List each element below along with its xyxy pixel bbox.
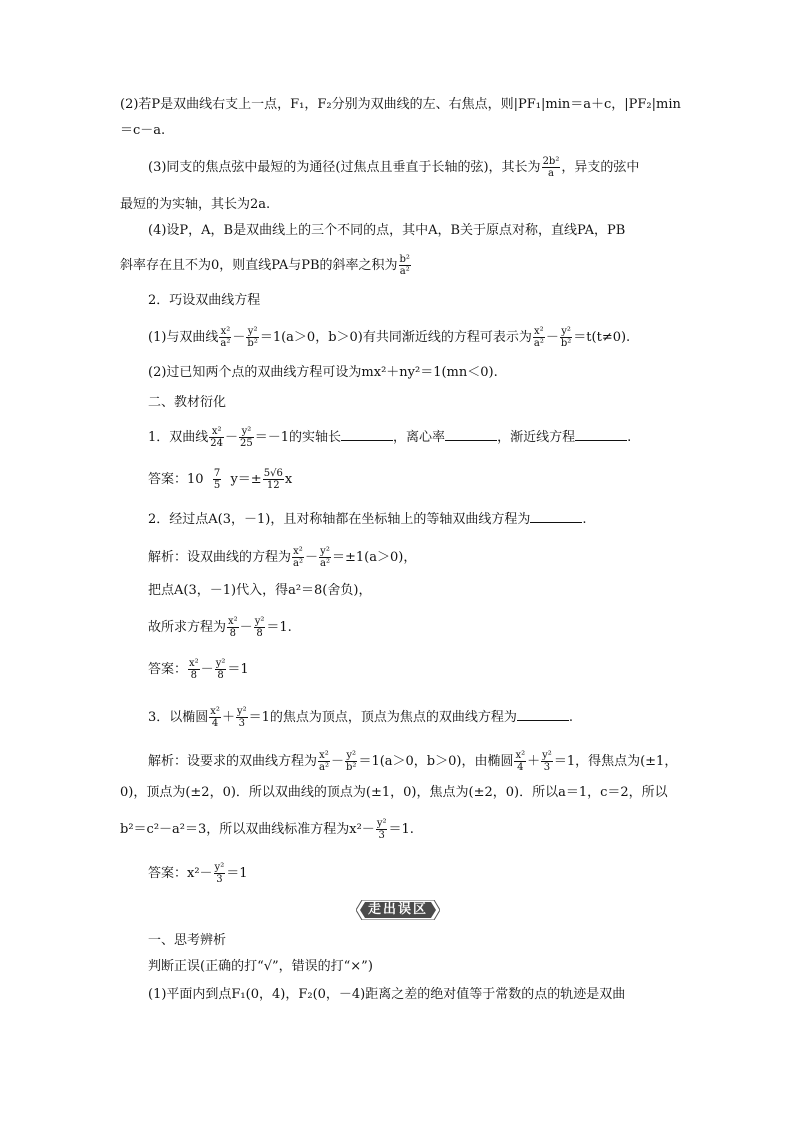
text-line: 最短的为实轴，其长为2a. — [120, 197, 271, 212]
fraction: $\frac{\text{y²}}{\text{b²}}$ — [247, 326, 258, 349]
answer-blank — [341, 428, 393, 441]
answer-blank — [530, 510, 582, 523]
text-line: 斜率存在且不为0，则直线PA与PB的斜率之积为 $\frac{\text{b²}}{\text{a²}}$ — [120, 254, 410, 277]
fraction: $\frac{\text{x²}}{\text{a²}}$ — [533, 326, 544, 349]
solution-line: 解析：设要求的双曲线方程为 $\frac{\text{x²}}{\text{a²}}$ － $\frac{\text{y²}}{\text{b²}}$ ＝1(a＞0，b＞0)，由椭圆 $\frac{\text{x²}}{4}$ ＋ $\frac{\text{y²}}{3}$ ＝1，得焦点为(±1， — [148, 750, 678, 773]
fraction: $\frac{\text{y²}}{3}$ — [214, 862, 225, 885]
section-heading: 2．巧设双曲线方程 — [148, 293, 261, 308]
fraction: $\frac{\text{y²}}{25}$ — [240, 426, 253, 449]
fraction: $\frac{\text{y²}}{\text{a²}}$ — [320, 546, 330, 569]
text-line: (2)若P是双曲线右支上一点，F₁，F₂分别为双曲线的左、右焦点，则|PF₁|min＝a＋c，|PF₂|min — [120, 97, 681, 112]
fraction: $\frac{\text{x²}}{\text{a²}}$ — [220, 326, 231, 349]
answer-line: 答案：x²－ $\frac{\text{y²}}{3}$ ＝1 — [148, 862, 248, 885]
exercise-2: 2．经过点A(3，－1)，且对称轴都在坐标轴上的等轴双曲线方程为 . — [148, 512, 587, 527]
fraction: $\frac{7}{5}$ — [213, 468, 221, 491]
text-line: (1)平面内到点F₁(0，4)，F₂(0，－4)距离之差的绝对值等于常数的点的轨迹是双曲 — [148, 987, 626, 1002]
fraction: $\frac{\text{x²}}{8}$ — [228, 616, 238, 639]
fraction: $\frac{\text{x²}}{24}$ — [210, 426, 224, 449]
fraction: $\frac{\text{x²}}{4}$ — [210, 706, 220, 729]
banner-label: 走出误区 — [367, 902, 428, 917]
fraction: $\frac{\text{2b²}}{a}$ — [542, 156, 560, 179]
answer-line: 答案： $\frac{\text{x²}}{8}$ － $\frac{\text{y²}}{8}$ ＝1 — [148, 658, 249, 681]
fraction: $\frac{\text{x²}}{\text{a²}}$ — [293, 546, 303, 569]
text-line: (3)同支的焦点弦中最短的为通径(过焦点且垂直于长轴的弦)，其长为 $\frac{\text{2b²}}{a}$ ，异支的弦中 — [148, 156, 640, 179]
solution-line: 故所求方程为 $\frac{\text{x²}}{8}$ － $\frac{\text{y²}}{8}$ ＝1. — [148, 616, 292, 639]
text-line: (4)设P，A，B是双曲线上的三个不同的点，其中A，B关于原点对称，直线PA，PB — [148, 223, 626, 238]
fraction: $\frac{\text{x²}}{\text{a²}}$ — [319, 750, 329, 773]
solution-line: 解析：设双曲线的方程为 $\frac{\text{x²}}{\text{a²}}$ － $\frac{\text{y²}}{\text{a²}}$ ＝±1(a＞0)， — [148, 546, 417, 569]
fraction: $\frac{\text{x²}}{4}$ — [515, 750, 526, 773]
fraction: $\frac{\text{y²}}{\text{b²}}$ — [346, 750, 357, 773]
solution-line: b²＝c²－a²＝3，所以双曲线标准方程为x²－ $\frac{\text{y²}}{3}$ ＝1. — [120, 818, 414, 841]
fraction: $\frac{\text{x²}}{8}$ — [189, 658, 199, 681]
fraction: $\frac{\text{y²}}{3}$ — [542, 750, 552, 773]
exercise-3: 3．以椭圆 $\frac{\text{x²}}{4}$ ＋ $\frac{\text{y²}}{3}$ ＝1的焦点为顶点，顶点为焦点的双曲线方程为 . — [148, 706, 574, 729]
fraction: $\frac{\text{y²}}{3}$ — [236, 706, 247, 729]
solution-line: 0)，顶点为(±2，0)．所以双曲线的顶点为(±1，0)，焦点为(±2，0)．所以a＝1，c＝2，所以 — [120, 785, 668, 800]
text-line: 判断正误(正确的打“√”，错误的打“×”) — [148, 959, 373, 974]
text-line: (1)与双曲线 $\frac{\text{x²}}{\text{a²}}$ － $\frac{\text{y²}}{\text{b²}}$ ＝1(a＞0，b＞0)有共同渐近线的方程可表示为 $\frac{\text{x²}}{\text{a²}}$ － $\frac{\text{y²}}{\text{b²}}$ ＝t(t≠0). — [148, 326, 631, 349]
section-heading: 一、思考辨析 — [148, 933, 227, 948]
fraction: $\frac{\text{y²}}{8}$ — [215, 658, 226, 681]
text-line: (2)过已知两个点的双曲线方程可设为mx²＋ny²＝1(mn＜0). — [148, 365, 498, 380]
exercise-1: 1．双曲线 $\frac{\text{x²}}{24}$ － $\frac{\text{y²}}{25}$ ＝－1的实轴长 ，离心率 ，渐近线方程 . — [148, 426, 632, 449]
answer-blank — [517, 708, 569, 721]
answer-line: 答案：10 $\frac{7}{5}$ y＝± $\frac{5√6}{12}$ x — [148, 468, 293, 491]
solution-line: 把点A(3，－1)代入，得a²＝8(舍负)， — [148, 583, 372, 598]
fraction: $\frac{\text{y²}}{8}$ — [254, 616, 265, 639]
fraction: $\frac{5√6}{12}$ — [263, 468, 283, 491]
fraction: $\frac{\text{b²}}{\text{a²}}$ — [399, 254, 410, 277]
section-heading: 二、教材衍化 — [148, 395, 227, 410]
section-banner — [356, 900, 440, 920]
fraction: $\frac{\text{y²}}{3}$ — [376, 818, 387, 841]
fraction: $\frac{\text{y²}}{\text{b²}}$ — [560, 326, 572, 349]
answer-blank — [575, 428, 627, 441]
answer-blank — [445, 428, 497, 441]
text-line: ＝c－a. — [120, 123, 166, 138]
